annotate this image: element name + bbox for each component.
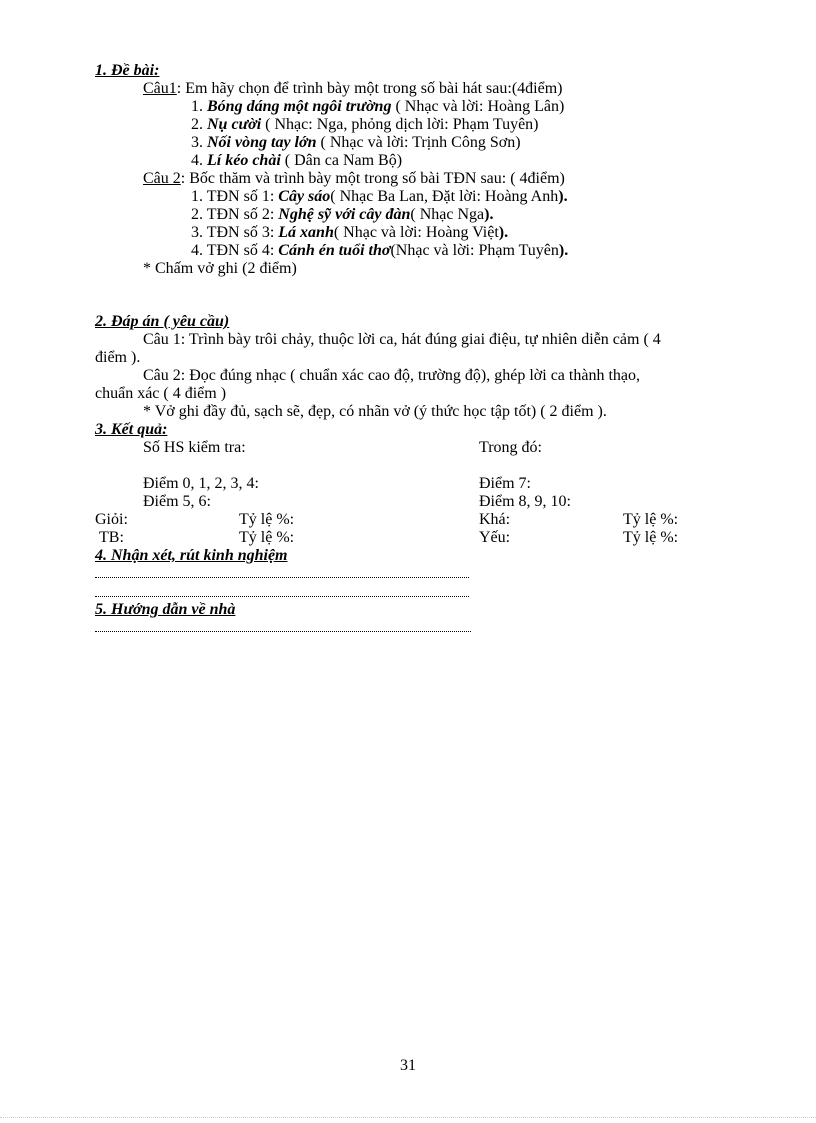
- tdn-num: 1. TĐN số 1:: [191, 188, 279, 205]
- answer-2-line-2: chuẩn xác ( 4 điểm ): [95, 385, 227, 402]
- tdn-item: [191, 206, 493, 224]
- answer-2-line-1: Câu 2: Đọc đúng nhạc ( chuẩn xác cao độ, trường độ), ghép lời ca thành thạo,: [143, 367, 640, 384]
- song-title: Bóng dáng một ngôi trường: [207, 98, 392, 115]
- score-5-6-label: Điểm 5, 6:: [143, 493, 211, 510]
- dotted-line: [95, 596, 469, 597]
- song-title: Lí kéo chài: [207, 152, 281, 169]
- percent-label: Tỷ lệ %:: [239, 529, 295, 546]
- section-4-heading: 4. Nhận xét, rút kinh nghiệm: [95, 547, 288, 564]
- notebook-note: * Chấm vở ghi (2 điểm): [143, 260, 297, 277]
- tdn-end: ).: [558, 242, 569, 259]
- question-2-label: Câu 2: [143, 170, 181, 187]
- score-8-10-label: Điểm 8, 9, 10:: [479, 493, 571, 510]
- dotted-line: [95, 631, 471, 632]
- song-title: Nụ cười: [207, 116, 262, 133]
- song-num: 3.: [191, 134, 207, 151]
- question-1: [143, 80, 562, 98]
- question-1-text: : Em hãy chọn để trình bày một trong số bài hát sau:(4điểm): [176, 80, 563, 97]
- tdn-end: ).: [484, 206, 494, 223]
- score-0-4-label: Điểm 0, 1, 2, 3, 4:: [143, 475, 259, 492]
- song-item: [191, 98, 564, 116]
- page-edge-divider: [0, 1117, 816, 1118]
- question-2-text: : Bốc thăm và trình bày một trong số bài TĐN sau: ( 4điểm): [180, 170, 565, 187]
- song-num: 1.: [191, 98, 207, 115]
- good-label: Khá:: [479, 511, 511, 528]
- tdn-num: 3. TĐN số 3:: [191, 224, 279, 241]
- percent-label: Tỷ lệ %:: [623, 511, 679, 528]
- song-title: Nối vòng tay lớn: [207, 134, 317, 151]
- question-2: [143, 170, 565, 188]
- tdn-item: [191, 188, 568, 206]
- tdn-info: ( Nhạc Nga: [410, 206, 485, 223]
- tdn-info: ( Nhạc Ba Lan, Đặt lời: Hoàng Anh: [330, 188, 559, 205]
- page-number: 31: [400, 1057, 416, 1074]
- tdn-num: 2. TĐN số 2:: [191, 206, 279, 223]
- song-info: ( Dân ca Nam Bộ): [280, 152, 403, 169]
- tdn-item: [191, 242, 568, 260]
- tdn-title: Nghệ sỹ với cây đàn: [278, 206, 411, 223]
- excellent-label: Giỏi:: [95, 511, 128, 528]
- answer-1-line-1: Câu 1: Trình bày trôi chảy, thuộc lời ca, hát đúng giai điệu, tự nhiên diễn cảm ( 4: [143, 331, 661, 348]
- song-info: ( Nhạc: Nga, phỏng dịch lời: Phạm Tuyên): [261, 116, 539, 133]
- tdn-end: ).: [558, 188, 568, 205]
- score-7-label: Điểm 7:: [479, 475, 531, 492]
- section-5-heading: 5. Hướng dẫn về nhà: [95, 601, 236, 618]
- song-item: [191, 134, 521, 152]
- average-label: TB:: [99, 529, 124, 546]
- of-which-label: Trong đó:: [479, 439, 542, 456]
- dotted-line: [95, 577, 469, 578]
- tdn-end: ).: [498, 224, 509, 241]
- tdn-item: [191, 224, 508, 242]
- percent-label: Tỷ lệ %:: [239, 511, 295, 528]
- answer-1-line-2: điểm ).: [95, 349, 141, 366]
- students-tested-label: Số HS kiểm tra:: [143, 439, 246, 456]
- tdn-title: Cây sáo: [278, 188, 331, 205]
- song-info: ( Nhạc và lời: Hoàng Lân): [391, 98, 565, 115]
- song-num: 4.: [191, 152, 207, 169]
- section-3-heading: 3. Kết quả:: [95, 421, 168, 438]
- tdn-info: ( Nhạc và lời: Hoàng Việt: [333, 224, 499, 241]
- tdn-info: (Nhạc và lời: Phạm Tuyên: [390, 242, 559, 259]
- percent-label: Tỷ lệ %:: [623, 529, 679, 546]
- answer-3: * Vở ghi đầy đủ, sạch sẽ, đẹp, có nhãn vở (ý thức học tập tốt) ( 2 điểm ).: [143, 403, 607, 420]
- song-item: [191, 152, 402, 170]
- tdn-num: 4. TĐN số 4:: [191, 242, 279, 259]
- section-1-heading: 1. Đề bài:: [95, 62, 160, 79]
- song-item: [191, 116, 539, 134]
- section-2-heading: 2. Đáp án ( yêu cầu): [95, 313, 230, 330]
- song-num: 2.: [191, 116, 207, 133]
- weak-label: Yếu:: [479, 529, 511, 546]
- tdn-title: Cánh én tuổi thơ: [278, 242, 391, 259]
- question-1-label: Câu1: [143, 80, 177, 97]
- song-info: ( Nhạc và lời: Trịnh Công Sơn): [316, 134, 521, 151]
- tdn-title: Lá xanh: [278, 224, 334, 241]
